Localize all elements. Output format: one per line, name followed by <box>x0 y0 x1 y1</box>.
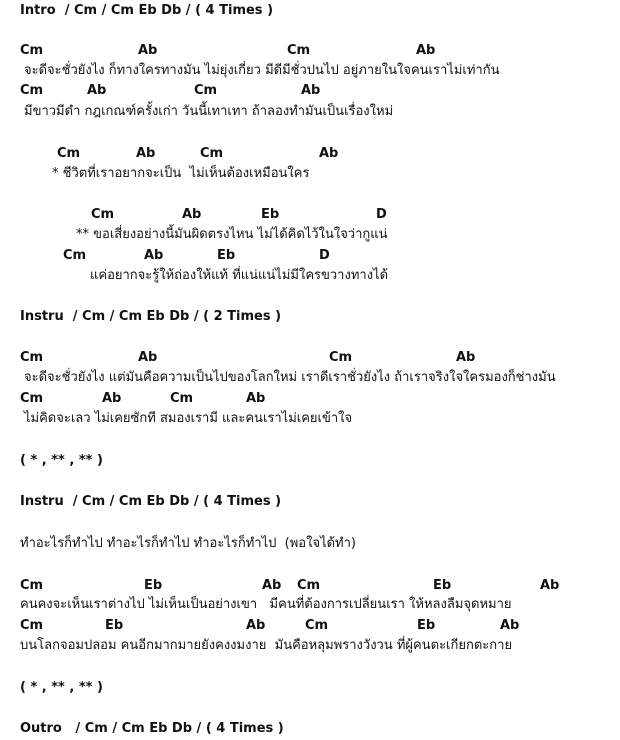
repeat-line-2: ( * , ** , ** ) <box>20 680 103 695</box>
chord: Ab <box>416 43 436 58</box>
chord: Eb <box>417 618 436 633</box>
chord: D <box>319 248 330 263</box>
chorus2-lyric-1: ** ขอเสี่ยงอย่างนี้มันผิดตรงไหน ไม่ได้คิดไว้ในใจว่ากูแน่ <box>76 227 388 242</box>
chord: Cm <box>20 391 44 406</box>
chord: Cm <box>20 83 44 98</box>
chord: Eb <box>261 207 280 222</box>
chord: Ab <box>500 618 520 633</box>
chord: Cm <box>20 618 44 633</box>
chord: Ab <box>540 578 560 593</box>
verse1-lyric-2: มีขาวมีดำ กฎเกณฑ์ครั้งเก่า วันนี้เทาเทา ถ้าลองทำมันเป็นเรื่องใหม่ <box>24 104 394 119</box>
chord: D <box>376 207 387 222</box>
chord: Ab <box>456 350 476 365</box>
chord: Ab <box>136 146 156 161</box>
outro-line: Outro / Cm / Cm Eb Db / ( 4 Times ) <box>20 721 284 736</box>
chord: Cm <box>329 350 353 365</box>
verse3-lyric-1: คนคงจะเห็นเราต่างไป ไม่เห็นเป็นอย่างเขา มีคนที่ต้องการเปลี่ยนเรา ให้หลงลืมจุดหมาย <box>20 597 512 612</box>
spoken-line: ทำอะไรก็ทำไป ทำอะไรก็ทำไป ทำอะไรก็ทำไป (พอใจได้ทำ) <box>20 536 356 551</box>
verse3-lyric-2: บนโลกจอมปลอม คนอีกมากมายยังคงงมงาย มันคือหลุมพรางวังวน ที่ผู้คนตะเกียกตะกาย <box>20 638 513 653</box>
chorus2-lyric-2: แค่อยากจะรู้ให้ถ่องให้แท้ ที่แน่แน่ไม่มีใครขวางทางได้ <box>90 268 389 283</box>
chord: Cm <box>20 350 44 365</box>
chord: Ab <box>262 578 282 593</box>
instru-line-1: Instru / Cm / Cm Eb Db / ( 2 Times ) <box>20 309 282 324</box>
chord: Cm <box>287 43 311 58</box>
chord: Eb <box>217 248 236 263</box>
verse1-lyric-1: จะดีจะชั่วยังไง ก็ทางใครทางมัน ไม่ยุ่งเกี่ยว มีดีมีชั่วปนไป อยู่ภายในใจคนเราไม่เท่ากัน <box>24 63 500 78</box>
chord: Ab <box>87 83 107 98</box>
chorus1-lyric-1: * ชีวิตที่เราอยากจะเป็น ไม่เห็นต้องเหมือนใคร <box>52 166 310 181</box>
chord: Ab <box>138 43 158 58</box>
chord: Cm <box>297 578 321 593</box>
chord: Ab <box>144 248 164 263</box>
repeat-line-1: ( * , ** , ** ) <box>20 453 103 468</box>
chord: Ab <box>138 350 158 365</box>
chord: Cm <box>20 43 44 58</box>
chord: Cm <box>194 83 218 98</box>
chord: Ab <box>319 146 339 161</box>
chord: Cm <box>200 146 224 161</box>
instru-line-2: Instru / Cm / Cm Eb Db / ( 4 Times ) <box>20 494 282 509</box>
chord: Eb <box>433 578 452 593</box>
verse2-lyric-1: จะดีจะชั่วยังไง แต่มันคือความเป็นไปของโลกใหม่ เราดีเราชั่วยังไง ถ้าเราจริงใจใครมองก็ช่างมัน <box>24 370 556 385</box>
chord: Ab <box>102 391 122 406</box>
chord: Ab <box>182 207 202 222</box>
chord: Cm <box>57 146 81 161</box>
chord: Cm <box>170 391 194 406</box>
chord: Cm <box>63 248 87 263</box>
chord: Ab <box>246 618 266 633</box>
chord: Cm <box>91 207 115 222</box>
chord: Ab <box>246 391 266 406</box>
chord: Ab <box>301 83 321 98</box>
intro-line: Intro / Cm / Cm Eb Db / ( 4 Times ) <box>20 3 274 18</box>
verse2-lyric-2: ไม่คิดจะเลว ไม่เคยซักที สมองเรามี และคนเราไม่เคยเข้าใจ <box>24 411 353 426</box>
chord: Eb <box>105 618 124 633</box>
chord: Eb <box>144 578 163 593</box>
chord: Cm <box>20 578 44 593</box>
chord: Cm <box>305 618 329 633</box>
